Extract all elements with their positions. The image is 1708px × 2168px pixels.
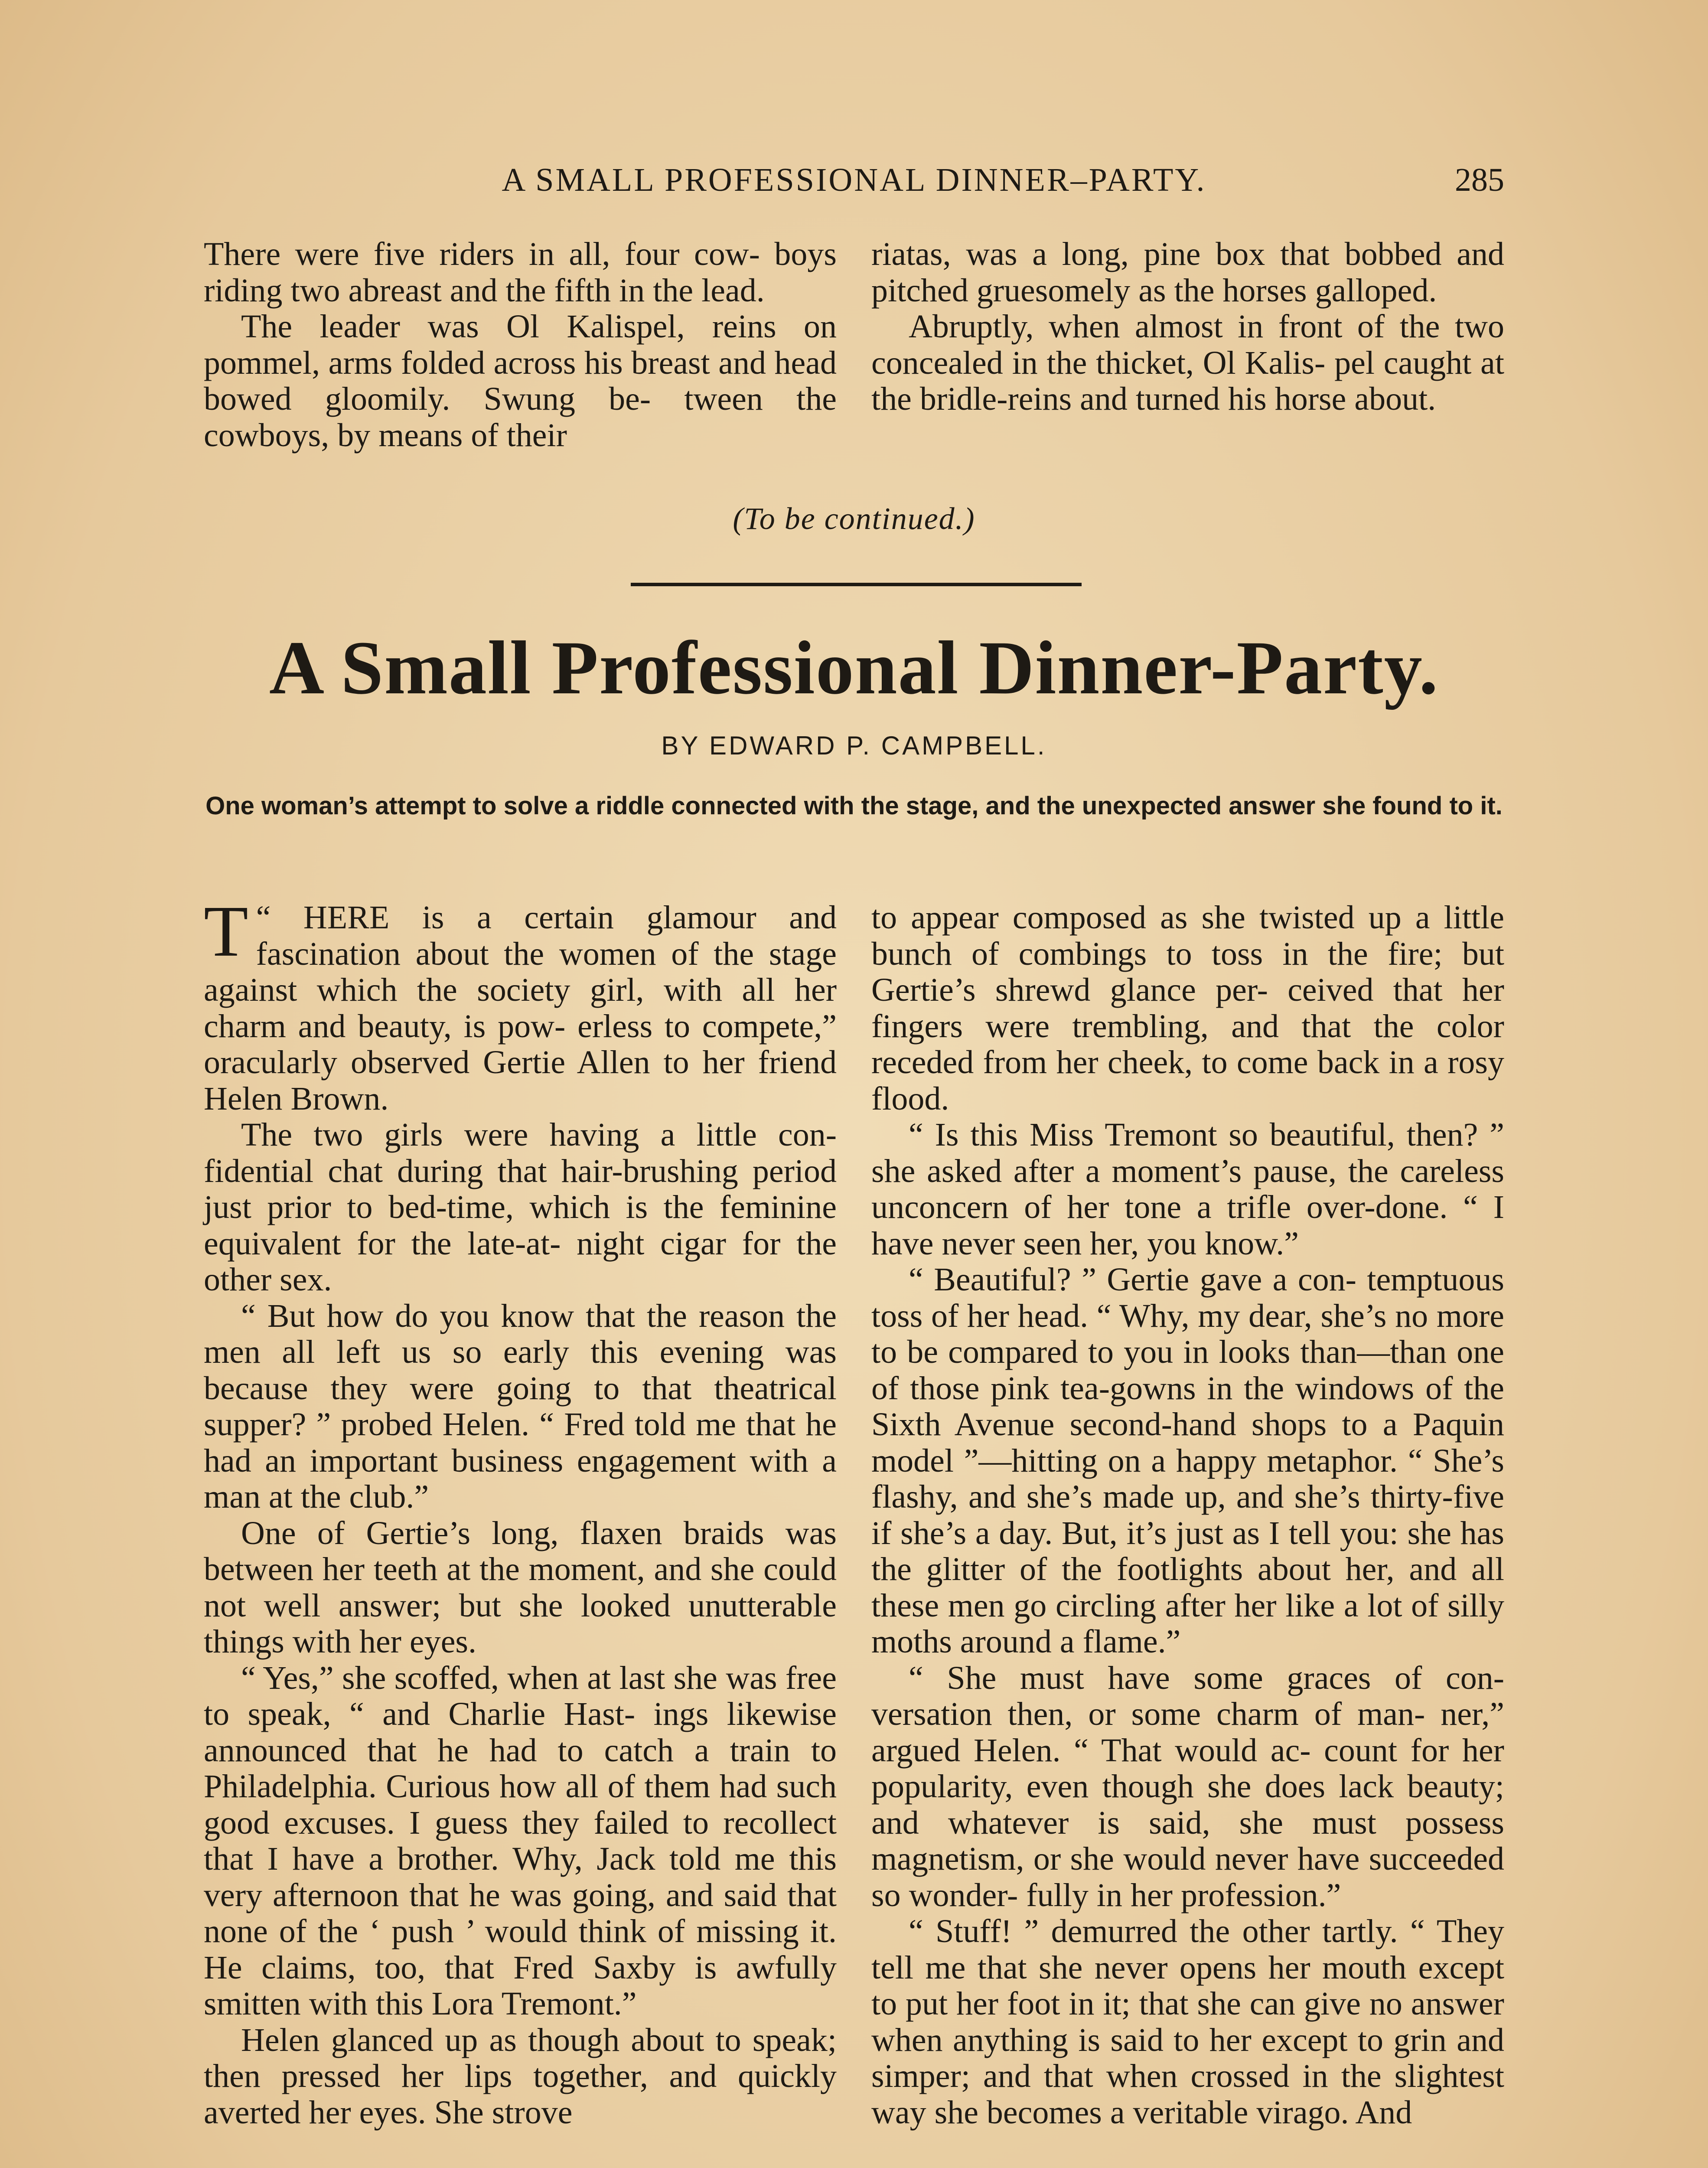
running-head xyxy=(204,161,1504,209)
paragraph: Helen glanced up as though about to speak; then pressed her lips together, and quickly averted her eyes. She strove xyxy=(204,2021,837,2131)
paragraph: Abruptly, when almost in front of the two concealed in the thicket, Ol Kalis- pel caught at the bridle-reins and turned his horse about. xyxy=(871,308,1504,417)
paragraph: One of Gertie’s long, flaxen braids was between her teeth at the moment, and she could not well answer; but she looked unutterable things with her eyes. xyxy=(204,1515,837,1660)
byline: BY EDWARD P. CAMPBELL. xyxy=(661,731,1047,760)
page-number: 285 xyxy=(1455,162,1504,198)
opening-quote: “ xyxy=(256,899,271,936)
paragraph: “ Is this Miss Tremont so beautiful, then? ” she asked after a moment’s pause, the careless unconcern of her tone a trifle over-done. “ I have never seen her, you know.” xyxy=(871,1117,1504,1262)
drop-cap: T xyxy=(204,891,248,972)
paragraph: to appear composed as she twisted up a little bunch of combings to toss in the fire; but Gertie’s shrewd glance per- ceived that her fingers were trembling, and that the color receded from her cheek, to come back in a rosy flood. xyxy=(871,899,1504,1117)
paragraph: “ She must have some graces of con- versation then, or some charm of man- ner,” argued Helen. “ That would ac- count for her popularity, even though she does lack beauty; and whatever is said, she must possess magnetism, or she would never have succeeded so wonder- fully in her profession.” xyxy=(871,1659,1504,1913)
paragraph: “ Beautiful? ” Gertie gave a con- temptuous toss of her head. “ Why, my dear, she’s no more to be compared to you in looks than—than one of those pink tea-gowns in the windows of the Sixth Avenue second-hand shops to a Paquin model ”—hitting on a happy metaphor. “ She’s flashy, and she’s made up, and she’s thirty-five if she’s a day. But, it’s just as I tell you: she has the glitter of the footlights about her, and all these men go circling after her like a lot of silly moths around a flame.” xyxy=(871,1261,1504,1660)
previous-story-left-column xyxy=(204,236,837,454)
paragraph: The two girls were having a little con- fidential chat during that hair-brushing period just prior to bed-time, which is the feminine equivalent for the late-at- night cigar for the other sex. xyxy=(204,1117,837,1298)
paragraph: “ Yes,” she scoffed, when at last she was free to speak, “ and Charlie Hast- ings likewise announced that he had to catch a train to Philadelphia. Curious how all of them had such good excuses. I guess they failed to recollect that I have a brother. Why, Jack told me this very afternoon that he was going, and said that none of the ‘ push ’ would think of missing it. He claims, too, that Fred Saxby is awfully smitten with this Lora Tremont.” xyxy=(204,1659,837,2022)
article-right-column xyxy=(871,900,1504,2131)
running-title: A SMALL PROFESSIONAL DINNER–PARTY. xyxy=(502,162,1206,198)
article-left-column xyxy=(204,891,837,2131)
paragraph: There were five riders in all, four cow- boys riding two abreast and the fifth in the lead. xyxy=(204,236,837,309)
article-title: A Small Professional Dinner-Party. xyxy=(269,626,1439,710)
paragraph: “ Stuff! ” demurred the other tartly. “ They tell me that she never opens her mouth except to put her foot in it; that she can give no answer when anything is said to her except to grin and simper; and that when crossed in the slightest way she becomes a veritable virago. And xyxy=(871,1913,1504,2131)
paragraph: riatas, was a long, pine box that bobbed and pitched gruesomely as the horses galloped. xyxy=(871,236,1504,309)
paragraph: The leader was Ol Kalispel, reins on pommel, arms folded across his breast and head bowed gloomily. Swung be- tween the cowboys, by means of their xyxy=(204,308,837,454)
to-be-continued-note: (To be continued.) xyxy=(733,501,975,536)
opening-paragraph-text: HERE is a certain glamour and fascination about the women of the stage against which the society girl, with all her charm and beauty, is pow- erless to compete,” oracularly observed Gertie Allen to her friend Helen Brown. xyxy=(204,899,837,1117)
section-divider xyxy=(631,583,1082,586)
previous-story-right-column xyxy=(871,236,1504,418)
paragraph: “ But how do you know that the reason the men all left us so early this evening was because they were going to that theatrical supper? ” probed Helen. “ Fred told me that he had an important business engagement with a man at the club.” xyxy=(204,1297,837,1515)
opening-paragraph xyxy=(204,891,837,1117)
article-subtitle: One woman’s attempt to solve a riddle connected with the stage, and the unexpected answer she found to it. xyxy=(205,792,1503,820)
